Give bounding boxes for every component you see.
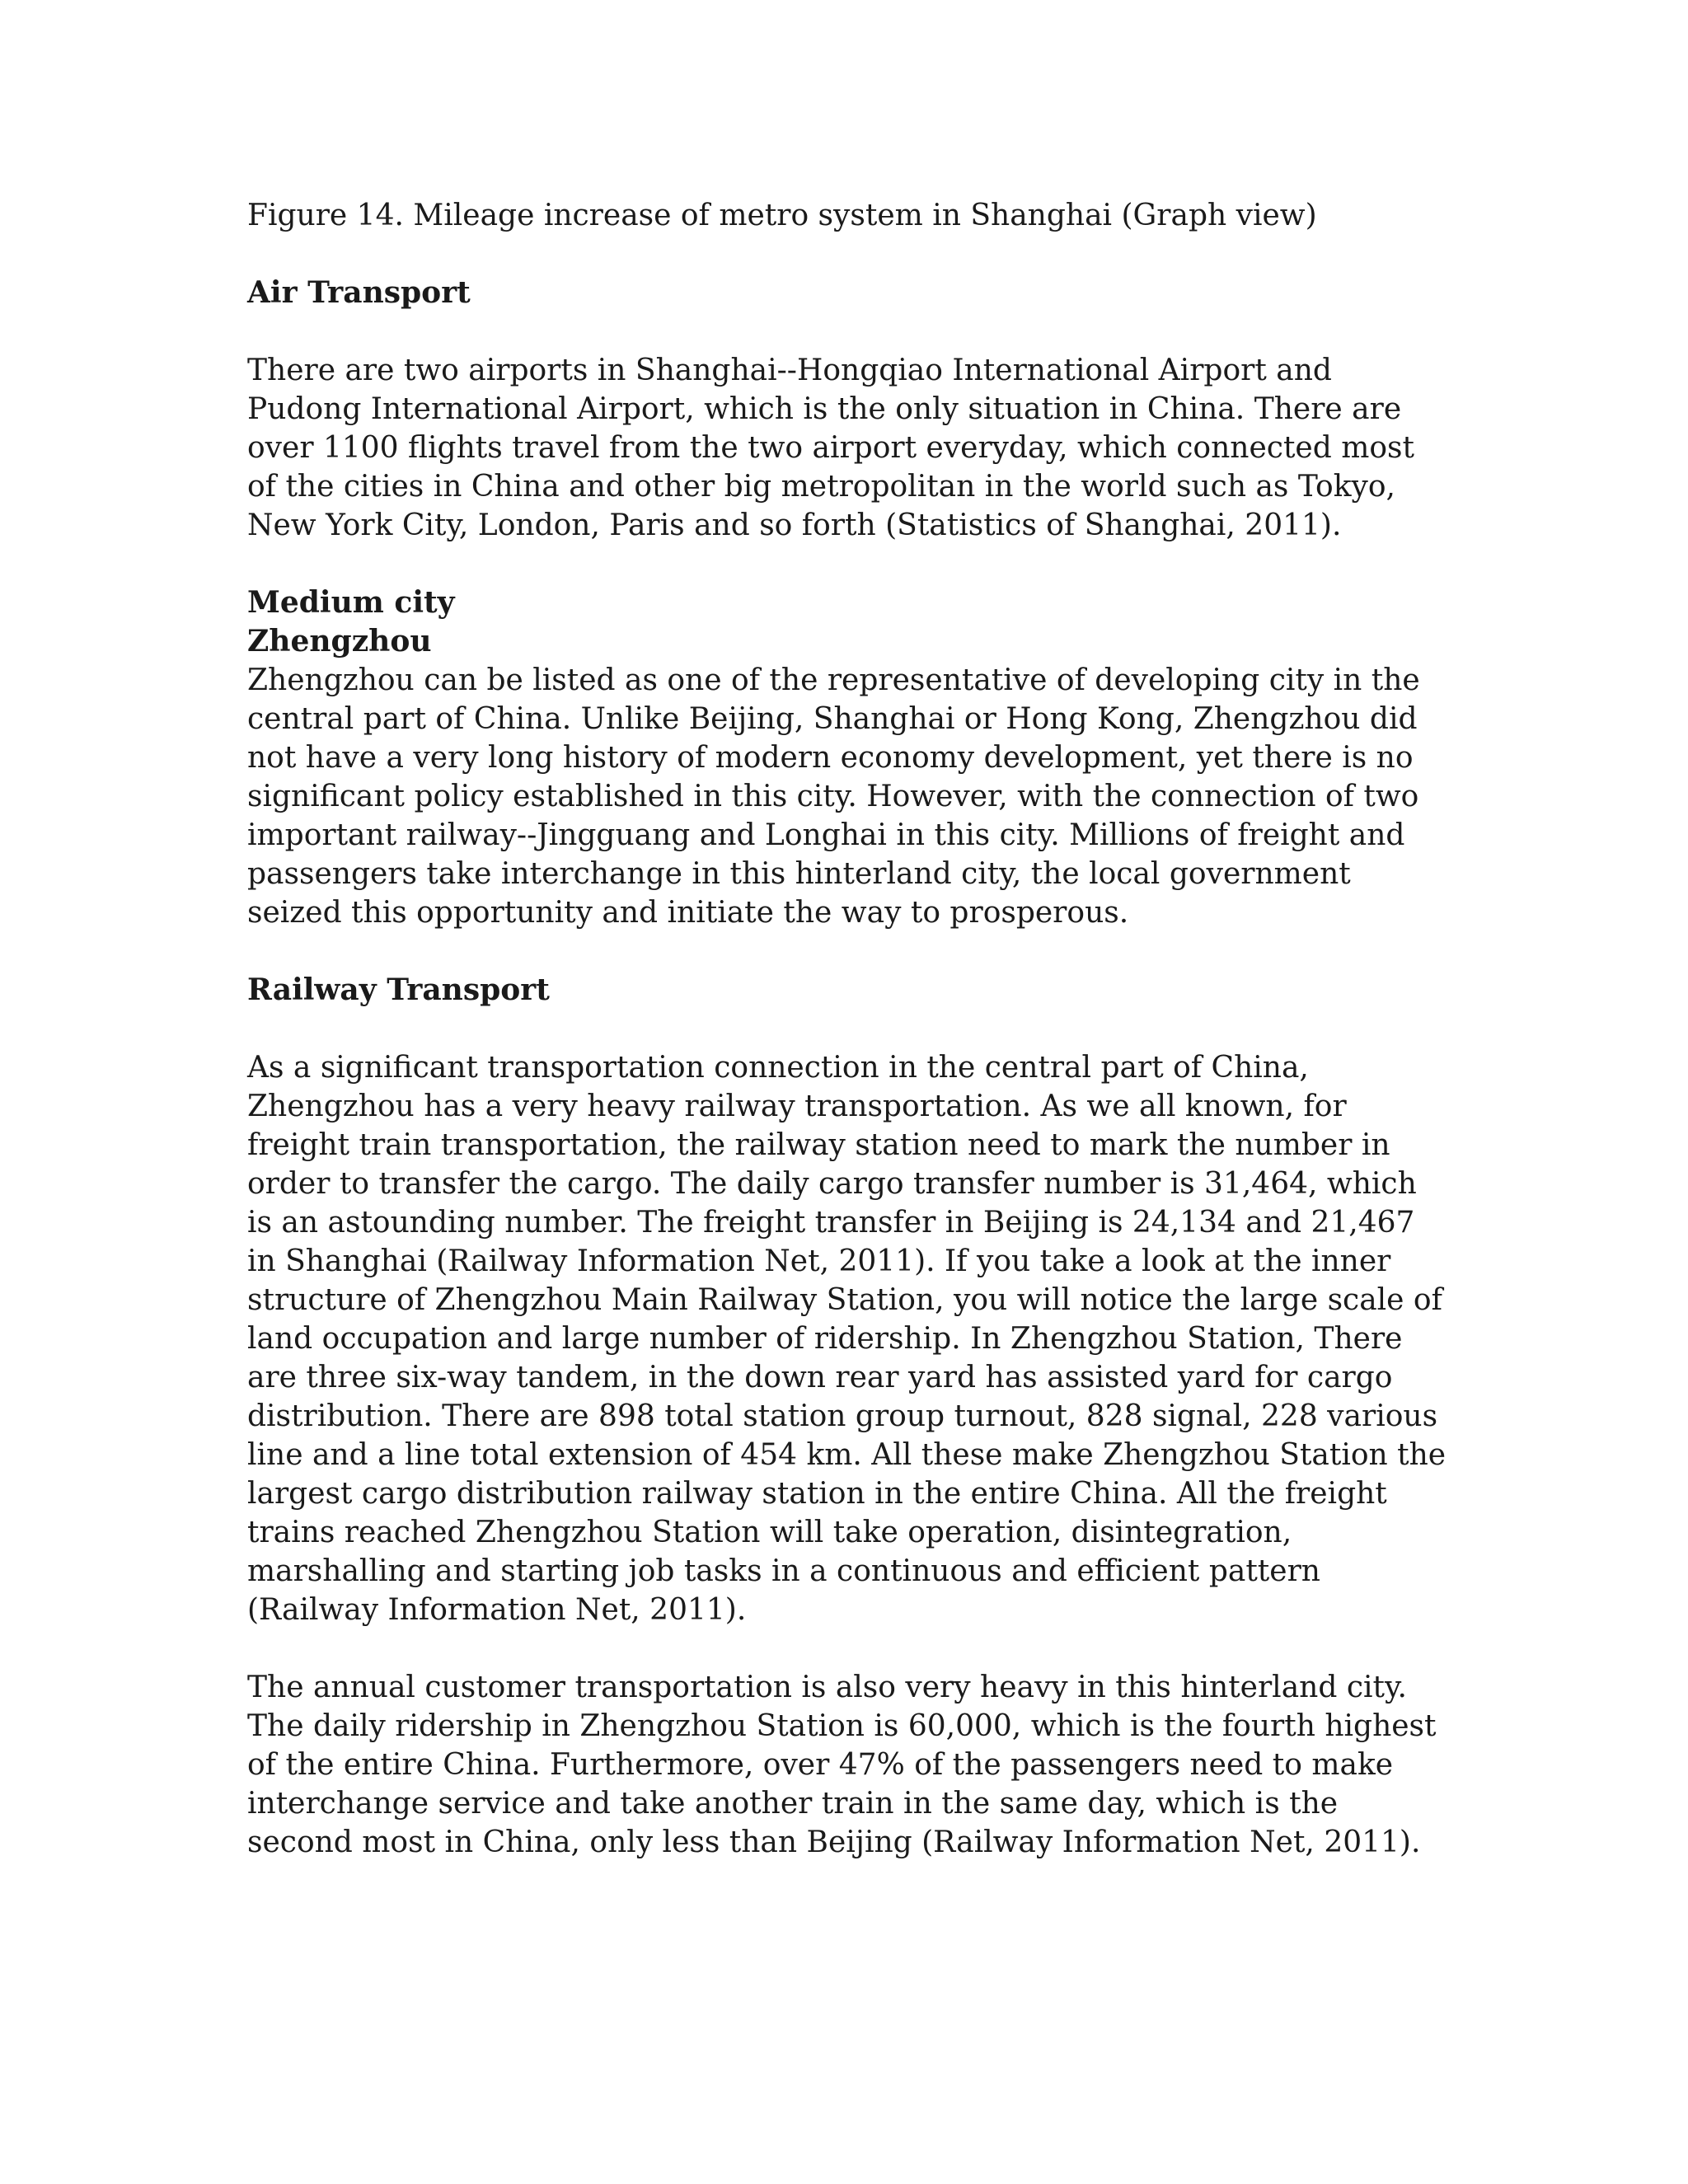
figure-caption: Figure 14. Mileage increase of metro system in Shanghai (Graph view) xyxy=(247,199,1317,232)
section-heading-medium-city: Medium city xyxy=(247,585,455,620)
subheading-zhengzhou: Zhengzhou xyxy=(247,624,432,658)
section-heading-air-transport: Air Transport xyxy=(247,275,471,310)
paragraph-air-transport: There are two airports in Shanghai--Hongqiao International Airport and Pudong International Airport, which is the only situation in China. There are over 1100 flights travel from the two airport everyday, which connected most of the cities in China and other big metropolitan in the world such as Tokyo, New York City, London, Paris and so forth (Statistics of Shanghai, 2011). xyxy=(247,354,1414,542)
document-page xyxy=(247,196,1451,1862)
section-heading-railway-transport: Railway Transport xyxy=(247,972,550,1007)
paragraph-railway-1: As a significant transportation connection in the central part of China, Zhengzhou has a very heavy railway transportation. As we all known, for freight train transportation, the railway station need to mark the number in order to transfer the cargo. The daily cargo transfer number is 31,464, which is an astounding number. The freight transfer in Beijing is 24,134 and 21,467 in Shanghai (Railway Information Net, 2011). If you take a look at the inner structure of Zhengzhou Main Railway Station, you will notice the large scale of land occupation and large number of ridership. In Zhengzhou Station, There are three six-way tandem, in the down rear yard has assisted yard for cargo distribution. There are 898 total station group turnout, 828 signal, 228 various line and a line total extension of 454 km. All these make Zhengzhou Station the largest cargo distribution railway station in the entire China. All the freight trains reached Zhengzhou Station will take operation, disintegration, marshalling and starting job tasks in a continuous and efficient pattern (Railway Information Net, 2011). xyxy=(247,1051,1447,1627)
paragraph-railway-2: The annual customer transportation is also very heavy in this hinterland city. The daily ridership in Zhengzhou Station is 60,000, which is the fourth highest of the entire China. Furthermore, over 47% of the passengers need to make interchange service and take another train in the same day, which is the second most in China, only less than Beijing (Railway Information Net, 2011). xyxy=(247,1671,1437,1859)
paragraph-zhengzhou: Zhengzhou can be listed as one of the representative of developing city in the central part of China. Unlike Beijing, Shanghai or Hong Kong, Zhengzhou did not have a very long history of modern economy development, yet there is no significant policy established in this city. However, with the connection of two important railway--Jingguang and Longhai in this city. Millions of freight and passengers take interchange in this hinterland city, the local government seized this opportunity and initiate the way to prosperous. xyxy=(247,663,1420,930)
